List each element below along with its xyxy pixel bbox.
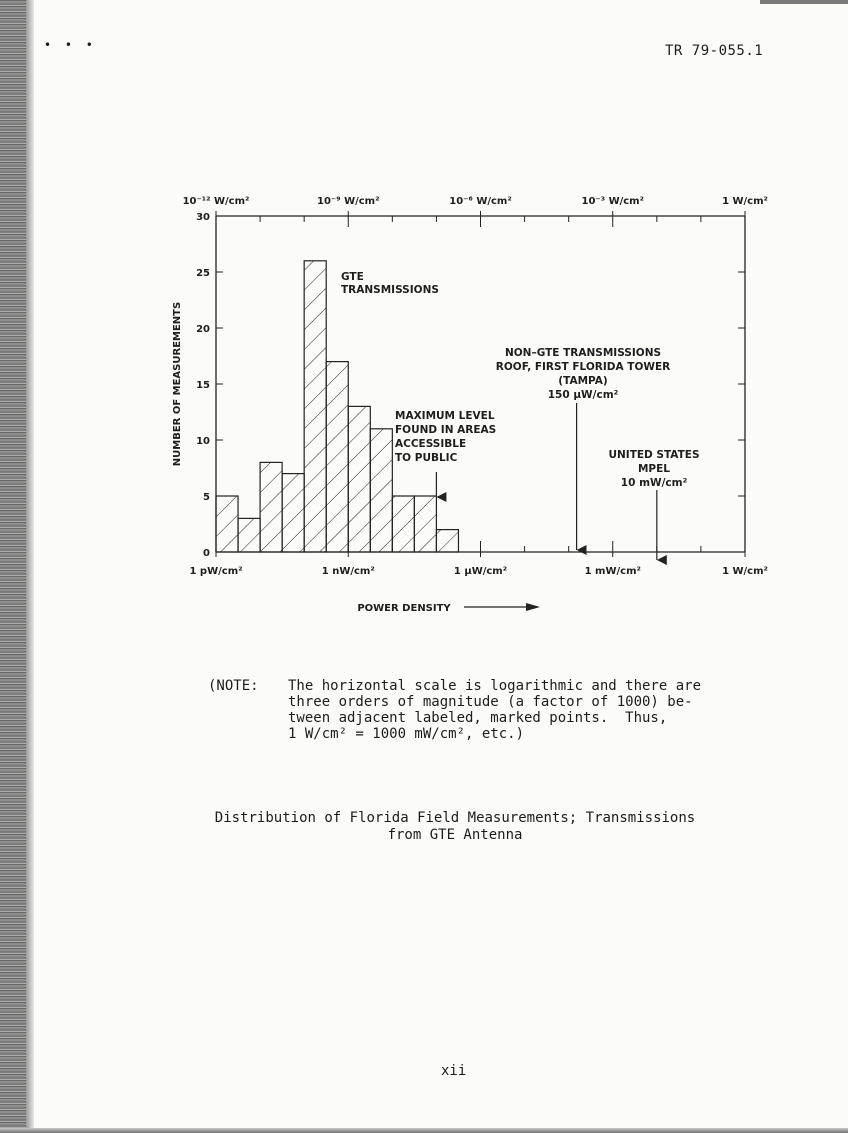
histogram-bar — [392, 496, 414, 552]
non-gte-label: 150 μW/cm² — [547, 389, 619, 401]
y-tick-label: 15 — [196, 380, 210, 391]
y-axis-label: NUMBER OF MEASUREMENTS — [172, 301, 183, 467]
histogram-bar — [216, 496, 238, 552]
note-text: The horizontal scale is logarithmic and there are three orders of magnitude (a factor of 1000) be- tween adjacent labeled, marked points. Thus, 1 W/cm² = 1000 mW/cm², etc.) — [288, 678, 702, 742]
histogram-bar — [282, 474, 304, 552]
mpel-label: 10 mW/cm² — [620, 477, 688, 489]
top-tick-label: 10⁻⁶ W/cm² — [449, 196, 512, 207]
x-axis-label: POWER DENSITY — [357, 603, 451, 614]
page-number: xii — [441, 1063, 467, 1079]
x-tick-label: 1 μW/cm² — [453, 566, 508, 577]
max-level-label: TO PUBLIC — [395, 452, 458, 464]
corner-marks: • • • — [44, 38, 98, 52]
y-tick-label: 5 — [203, 492, 210, 503]
y-tick-label: 10 — [196, 436, 210, 447]
histogram-bar — [260, 462, 282, 552]
y-tick-label: 20 — [196, 324, 210, 335]
top-tick-label: 10⁻¹² W/cm² — [182, 196, 250, 207]
histogram-bar — [370, 429, 392, 552]
histogram-bar — [238, 518, 260, 552]
non-gte-label: NON–GTE TRANSMISSIONS — [504, 347, 662, 359]
x-tick-label: 1 W/cm² — [722, 566, 768, 577]
report-id: TR 79-055.1 — [665, 43, 764, 59]
figure-caption: Distribution of Florida Field Measurements; Transmissions from GTE Antenna — [214, 810, 696, 843]
x-tick-label: 1 nW/cm² — [321, 566, 375, 577]
max-level-label: ACCESSIBLE — [395, 438, 467, 450]
gte-label: GTE — [341, 271, 364, 283]
y-tick-label: 30 — [196, 212, 210, 223]
x-tick-label: 1 mW/cm² — [584, 566, 641, 577]
max-level-label: MAXIMUM LEVEL — [395, 410, 495, 422]
histogram-bar — [436, 530, 458, 552]
y-tick-label: 0 — [203, 548, 210, 559]
histogram-bar — [414, 496, 436, 552]
y-tick-label: 25 — [196, 268, 210, 279]
gte-label: TRANSMISSIONS — [341, 284, 439, 296]
x-tick-label: 1 pW/cm² — [189, 566, 243, 577]
non-gte-label: ROOF, FIRST FLORIDA TOWER — [495, 361, 671, 373]
mpel-label: MPEL — [637, 463, 671, 475]
histogram-bars — [216, 261, 458, 552]
histogram-bar — [326, 362, 348, 552]
mpel-label: UNITED STATES — [608, 449, 700, 461]
non-gte-label: (TAMPA) — [558, 375, 608, 387]
x-axis-arrowhead — [526, 603, 540, 611]
max-level-label: FOUND IN AREAS — [395, 424, 497, 436]
top-tick-label: 1 W/cm² — [722, 196, 768, 207]
histogram-bar — [348, 406, 370, 552]
note-label: (NOTE: — [208, 678, 259, 694]
top-tick-label: 10⁻³ W/cm² — [581, 196, 644, 207]
top-tick-label: 10⁻⁹ W/cm² — [317, 196, 380, 207]
histogram-bar — [304, 261, 326, 552]
